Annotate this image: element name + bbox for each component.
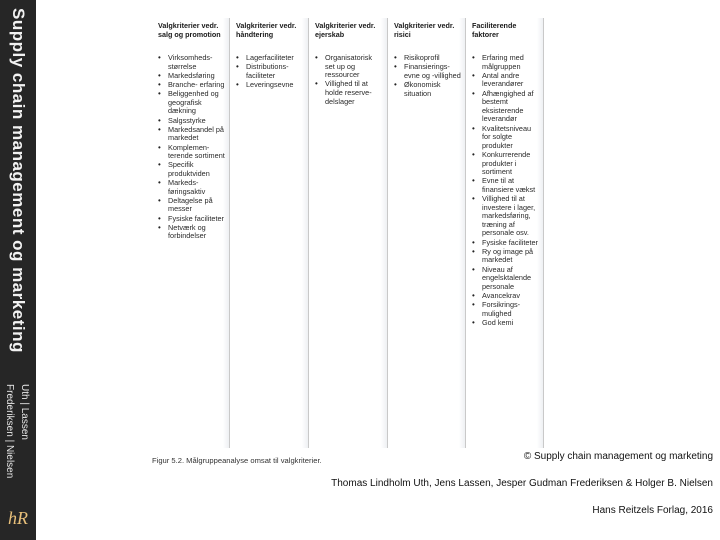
list-item: • Distributions- faciliteter	[236, 63, 304, 80]
book-title: Supply chain management og marketing	[9, 8, 28, 353]
column-haandtering	[230, 18, 309, 448]
book-spine	[0, 0, 36, 540]
copyright-text: © Supply chain management og marketing	[523, 451, 713, 462]
column-header: Valgkriterier vedr. salg og promotion	[158, 21, 221, 39]
list-item: • Afhængighed af bestemt eksisterende leverandør	[472, 90, 539, 124]
spine-authors-line-2: Frederiksen | Nielsen	[4, 384, 15, 479]
list-item: • Netværk og forbindelser	[158, 224, 225, 241]
list-item: • Deltagelse på messer	[158, 197, 225, 214]
list-item: • Konkurrerende produkter i sortiment	[472, 151, 539, 177]
list-item: • Erfaring med målgruppen	[472, 54, 539, 71]
figure-caption: Figur 5.2. Målgruppeanalyse omsat til valgkriterier.	[152, 456, 322, 465]
list-item: • Branche- erfaring	[158, 81, 225, 90]
column-salg-promotion	[152, 18, 230, 448]
list-item: • Ry og image på markedet	[472, 248, 539, 265]
column-list	[230, 54, 308, 90]
list-item: • Lagerfaciliteter	[236, 54, 304, 63]
column-list	[309, 54, 387, 106]
list-item: • Antal andre leverandører	[472, 72, 539, 89]
list-item: • Markeds- føringsaktiv	[158, 179, 225, 196]
publisher-logo: hR	[8, 508, 28, 528]
list-item: • Markedsandel på markedet	[158, 126, 225, 143]
publisher-text: Hans Reitzels Forlag, 2016	[592, 505, 713, 516]
column-header: Valgkriterier vedr. risici	[394, 21, 455, 39]
list-item: • Niveau af engelsktalende personale	[472, 266, 539, 292]
list-item: • Beliggenhed og geografisk dækning	[158, 90, 225, 116]
list-item: • Økonomisk situation	[394, 81, 461, 98]
list-item: • Evne til at finansiere vækst	[472, 177, 539, 194]
column-faciliterende	[466, 18, 544, 448]
list-item: • Villighed til at holde reserve- delslager	[315, 80, 383, 106]
column-list	[152, 54, 229, 241]
column-list	[466, 54, 543, 328]
list-item: • Fysiske faciliteter	[472, 239, 539, 248]
list-item: • Avancekrav	[472, 292, 539, 301]
list-item: • God kemi	[472, 319, 539, 328]
column-ejerskab	[309, 18, 388, 448]
column-header: Valgkriterier vedr. ejerskab	[315, 21, 376, 39]
list-item: • Forsikrings- mulighed	[472, 301, 539, 318]
list-item: • Leveringsevne	[236, 81, 304, 90]
column-header: Valgkriterier vedr. håndtering	[236, 21, 297, 39]
list-item: • Specifik produktviden	[158, 161, 225, 178]
spine-authors-line-1: Uth | Lassen	[19, 384, 30, 440]
list-item: • Komplemen- terende sortiment	[158, 144, 225, 161]
list-item: • Salgsstyrke	[158, 117, 225, 126]
authors-text: Thomas Lindholm Uth, Jens Lassen, Jesper Gudman Frederiksen & Holger B. Nielsen	[331, 478, 713, 489]
list-item: • Fysiske faciliteter	[158, 215, 225, 224]
spine-authors	[2, 384, 32, 478]
list-item: • Organisatorisk set up og ressourcer	[315, 54, 383, 80]
list-item: • Villighed til at investere i lager, markedsføring, træning af personale osv.	[472, 195, 539, 238]
column-risici	[388, 18, 466, 448]
list-item: • Kvalitetsniveau for solgte produkter	[472, 125, 539, 151]
criteria-figure	[152, 14, 544, 465]
column-header: Faciliterende faktorer	[472, 21, 517, 39]
list-item: • Risikoprofil	[394, 54, 461, 63]
column-list	[388, 54, 465, 98]
list-item: • Finansierings- evne og -villighed	[394, 63, 461, 80]
list-item: • Markedsføring	[158, 72, 225, 81]
list-item: • Virksomheds- størrelse	[158, 54, 225, 71]
